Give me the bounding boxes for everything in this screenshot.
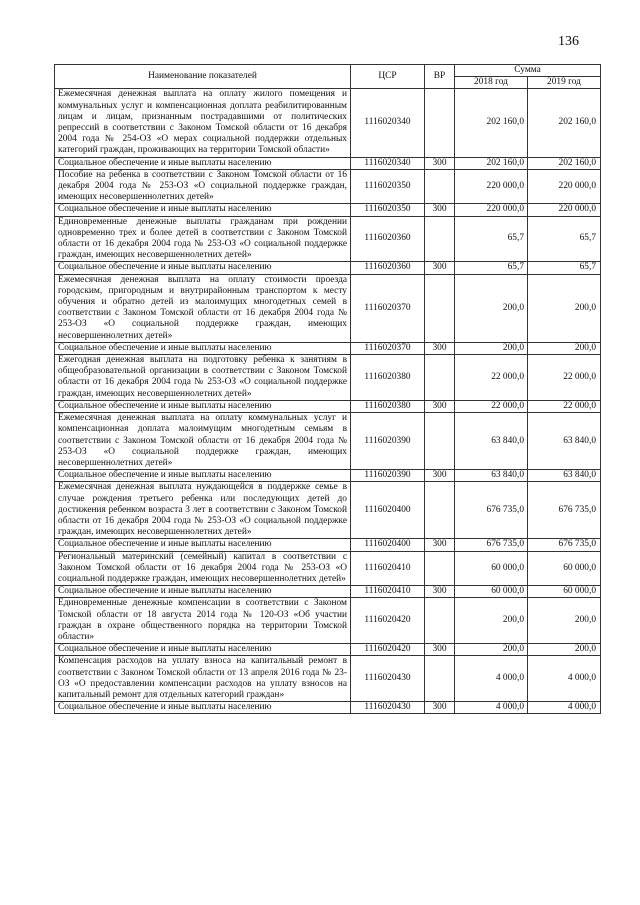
row-name: Социальное обеспечение и иные выплаты населению [55, 204, 351, 216]
table-row [55, 204, 601, 216]
row-name: Ежемесячная денежная выплата на оплату коммунальных услуг и компенсационная доплата малоимущим многодетным семьям в соответствии с Законом Томской области от 16 декабря 2004 года № 253-ОЗ «О социальной поддержке граждан, имеющих несовершеннолетних детей» [55, 413, 351, 470]
row-sum-2018: 60 000,0 [455, 586, 528, 598]
header-sum: Сумма [455, 65, 601, 77]
row-csr: 1116020400 [351, 482, 425, 539]
row-csr: 1116020430 [351, 702, 425, 714]
table-row [55, 551, 601, 586]
row-name: Компенсация расходов на уплату взноса на капитальный ремонт в соответствии с Законом Томской области от 13 апреля 2016 года № 23-ОЗ «О предоставлении компенсации расходов на уплату взносов на капитальный ремонт для отдельных категорий граждан» [55, 656, 351, 702]
row-sum-2019: 60 000,0 [528, 551, 601, 586]
row-vr: 300 [425, 157, 455, 169]
row-csr: 1116020420 [351, 644, 425, 656]
row-name: Социальное обеспечение и иные выплаты населению [55, 262, 351, 274]
budget-table [54, 64, 601, 714]
row-csr: 1116020410 [351, 586, 425, 598]
table-row [55, 355, 601, 401]
row-csr: 1116020400 [351, 539, 425, 551]
row-sum-2019: 63 840,0 [528, 413, 601, 470]
table-row [55, 644, 601, 656]
row-csr: 1116020350 [351, 169, 425, 204]
row-sum-2019: 200,0 [528, 342, 601, 354]
row-vr [425, 598, 455, 644]
row-sum-2018: 65,7 [455, 262, 528, 274]
row-sum-2019: 676 735,0 [528, 539, 601, 551]
row-vr [425, 551, 455, 586]
row-vr: 300 [425, 539, 455, 551]
page-number: 136 [558, 34, 579, 49]
row-vr: 300 [425, 400, 455, 412]
row-name: Социальное обеспечение и иные выплаты населению [55, 400, 351, 412]
table-row [55, 169, 601, 204]
row-sum-2019: 202 160,0 [528, 89, 601, 157]
row-sum-2018: 200,0 [455, 342, 528, 354]
row-name: Пособие на ребенка в соответствии с Законом Томской области от 16 декабря 2004 года № 253-ОЗ «О социальной поддержке граждан, имеющих несовершеннолетних детей» [55, 169, 351, 204]
table-row [55, 539, 601, 551]
row-vr [425, 482, 455, 539]
row-sum-2018: 220 000,0 [455, 204, 528, 216]
row-vr: 300 [425, 342, 455, 354]
row-name: Ежемесячная денежная выплата на оплату жилого помещения и коммунальных услуг и компенсационная доплата реабилитированным лицам и лицам, признанным пострадавшими от политических репрессий в соответствии с Законом Томской области от 16 декабря 2004 года № 254-ОЗ «О мерах социальной поддержки отдельных категорий граждан, проживающих на территории Томской области» [55, 89, 351, 157]
row-name: Ежегодная денежная выплата на подготовку ребенка к занятиям в общеобразовательной организации в соответствии с Законом Томской области от 16 декабря 2004 года № 253-ОЗ «О социальной поддержке граждан, имеющих несовершеннолетних детей» [55, 355, 351, 401]
row-name: Социальное обеспечение и иные выплаты населению [55, 586, 351, 598]
row-sum-2018: 22 000,0 [455, 355, 528, 401]
row-sum-2018: 220 000,0 [455, 169, 528, 204]
row-csr: 1116020360 [351, 262, 425, 274]
table-row [55, 702, 601, 714]
row-name: Ежемесячная денежная выплата на оплату стоимости проезда городским, пригородным и внутрирайонным транспортом к месту обучения и обратно детей из малоимущих многодетных семей в соответствии с Законом Томской области от 16 декабря 2004 года № 253-ОЗ «О социальной поддержке граждан, имеющих несовершеннолетних детей» [55, 274, 351, 342]
row-sum-2018: 202 160,0 [455, 89, 528, 157]
row-sum-2018: 60 000,0 [455, 551, 528, 586]
row-vr: 300 [425, 702, 455, 714]
row-csr: 1116020420 [351, 598, 425, 644]
row-sum-2019: 676 735,0 [528, 482, 601, 539]
row-sum-2018: 63 840,0 [455, 413, 528, 470]
row-sum-2018: 200,0 [455, 274, 528, 342]
table-row [55, 470, 601, 482]
table-row [55, 413, 601, 470]
row-csr: 1116020390 [351, 413, 425, 470]
row-sum-2018: 200,0 [455, 644, 528, 656]
row-sum-2019: 22 000,0 [528, 400, 601, 412]
header-vr: ВР [425, 65, 455, 89]
header-name: Наименование показателей [55, 65, 351, 89]
row-csr: 1116020390 [351, 470, 425, 482]
row-name: Социальное обеспечение и иные выплаты населению [55, 644, 351, 656]
table-row [55, 482, 601, 539]
row-sum-2019: 22 000,0 [528, 355, 601, 401]
row-name: Социальное обеспечение и иные выплаты населению [55, 157, 351, 169]
row-sum-2019: 200,0 [528, 644, 601, 656]
row-sum-2019: 4 000,0 [528, 656, 601, 702]
table-row [55, 598, 601, 644]
row-sum-2019: 202 160,0 [528, 157, 601, 169]
row-sum-2018: 4 000,0 [455, 702, 528, 714]
row-csr: 1116020380 [351, 400, 425, 412]
table-row [55, 342, 601, 354]
row-sum-2019: 200,0 [528, 274, 601, 342]
row-sum-2019: 65,7 [528, 262, 601, 274]
row-sum-2018: 202 160,0 [455, 157, 528, 169]
row-vr [425, 355, 455, 401]
table-row [55, 400, 601, 412]
row-name: Социальное обеспечение и иные выплаты населению [55, 702, 351, 714]
row-sum-2019: 200,0 [528, 598, 601, 644]
header-year-2018: 2018 год [455, 77, 528, 89]
row-sum-2018: 200,0 [455, 598, 528, 644]
row-sum-2019: 220 000,0 [528, 169, 601, 204]
row-vr: 300 [425, 644, 455, 656]
row-name: Ежемесячная денежная выплата нуждающейся в поддержке семье в случае рождения третьего ребенка или последующих детей до достижения ребенком возраста 3 лет в соответствии с Законом Томской области от 16 декабря 2004 года № 253-ОЗ «О социальной поддержке граждан, имеющих несовершеннолетних детей» [55, 482, 351, 539]
row-sum-2018: 63 840,0 [455, 470, 528, 482]
row-sum-2018: 22 000,0 [455, 400, 528, 412]
row-sum-2018: 65,7 [455, 216, 528, 262]
row-csr: 1116020370 [351, 342, 425, 354]
table-body [55, 89, 601, 714]
row-vr [425, 216, 455, 262]
row-csr: 1116020430 [351, 656, 425, 702]
header-csr: ЦСР [351, 65, 425, 89]
row-csr: 1116020340 [351, 157, 425, 169]
row-vr [425, 274, 455, 342]
row-name: Социальное обеспечение и иные выплаты населению [55, 470, 351, 482]
row-vr: 300 [425, 262, 455, 274]
table-row [55, 157, 601, 169]
row-sum-2019: 60 000,0 [528, 586, 601, 598]
row-sum-2019: 65,7 [528, 216, 601, 262]
row-name: Социальное обеспечение и иные выплаты населению [55, 342, 351, 354]
row-csr: 1116020370 [351, 274, 425, 342]
row-csr: 1116020380 [351, 355, 425, 401]
row-name: Социальное обеспечение и иные выплаты населению [55, 539, 351, 551]
row-vr: 300 [425, 586, 455, 598]
table-row [55, 656, 601, 702]
row-csr: 1116020340 [351, 89, 425, 157]
row-vr [425, 89, 455, 157]
table-row [55, 262, 601, 274]
row-vr [425, 656, 455, 702]
row-csr: 1116020410 [351, 551, 425, 586]
row-vr [425, 413, 455, 470]
row-sum-2018: 676 735,0 [455, 482, 528, 539]
row-sum-2019: 220 000,0 [528, 204, 601, 216]
row-name: Региональный материнский (семейный) капитал в соответствии с Законом Томской области от 16 декабря 2004 года № 253-ОЗ «О социальной поддержке граждан, имеющих несовершеннолетних детей» [55, 551, 351, 586]
row-vr [425, 169, 455, 204]
row-csr: 1116020360 [351, 216, 425, 262]
table-row [55, 274, 601, 342]
row-sum-2018: 676 735,0 [455, 539, 528, 551]
row-csr: 1116020350 [351, 204, 425, 216]
header-year-2019: 2019 год [528, 77, 601, 89]
table-row [55, 586, 601, 598]
row-vr: 300 [425, 204, 455, 216]
row-vr: 300 [425, 470, 455, 482]
table-row [55, 89, 601, 157]
row-sum-2019: 63 840,0 [528, 470, 601, 482]
row-sum-2019: 4 000,0 [528, 702, 601, 714]
row-name: Единовременные денежные выплаты гражданам при рождении одновременно трех и более детей в соответствии с Законом Томской области от 16 декабря 2004 года № 253-ОЗ «О социальной поддержке граждан, имеющих несовершеннолетних детей» [55, 216, 351, 262]
row-sum-2018: 4 000,0 [455, 656, 528, 702]
row-name: Единовременные денежные компенсации в соответствии с Законом Томской области от 18 августа 2014 года № 120-ОЗ «Об участии граждан в охране общественного порядка на территории Томской области» [55, 598, 351, 644]
table-row [55, 216, 601, 262]
